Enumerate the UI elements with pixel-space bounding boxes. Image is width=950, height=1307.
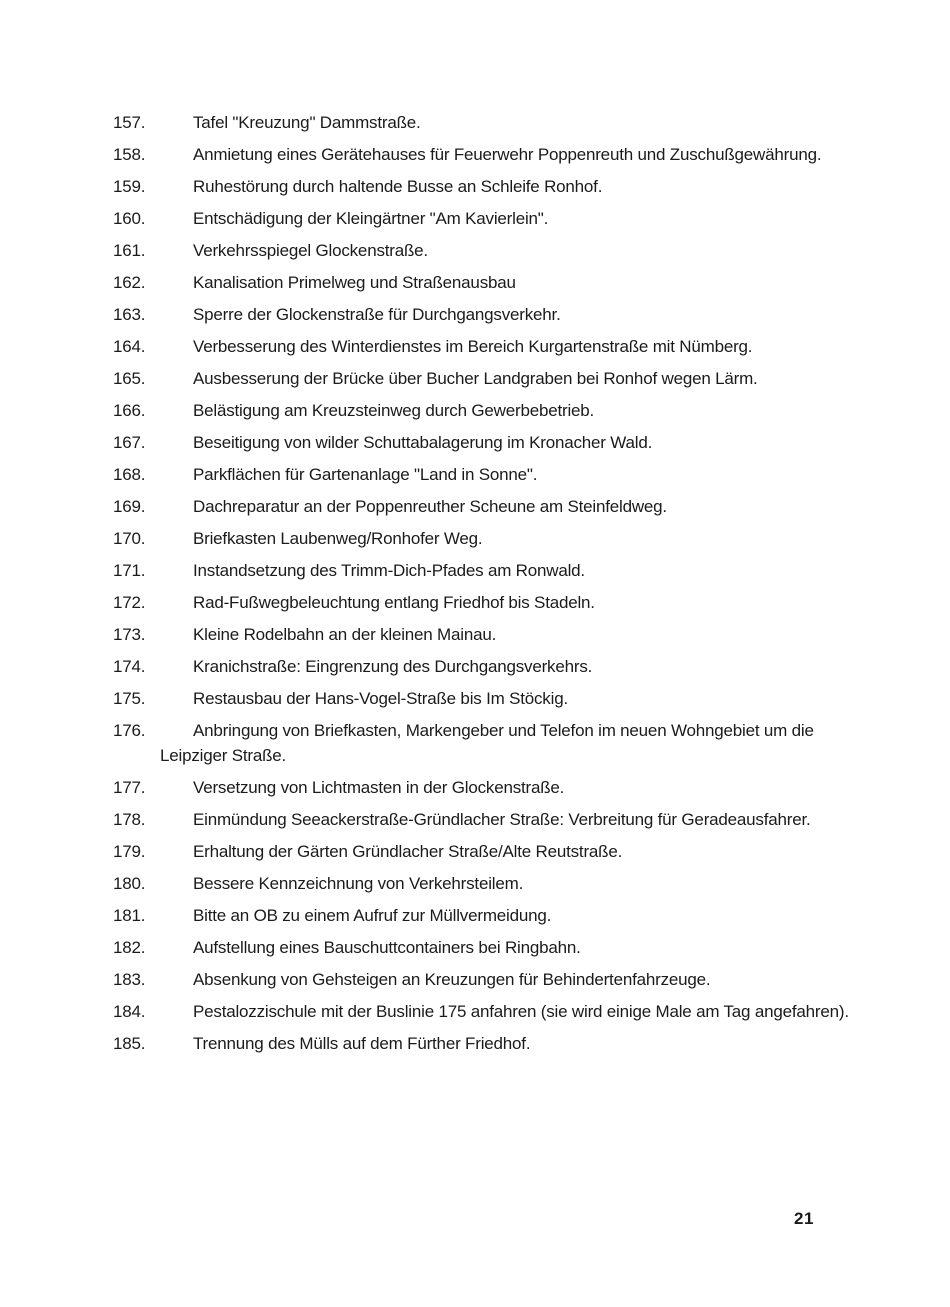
- item-number: 179.: [113, 842, 146, 861]
- list-item: [113, 142, 895, 167]
- list-item: [113, 654, 895, 679]
- item-text: [193, 903, 895, 928]
- list-item: [113, 622, 895, 647]
- list-item: [113, 366, 895, 391]
- item-text-line: Beseitigung von wilder Schuttabalagerung im Kronacher Wald.: [193, 433, 653, 452]
- item-text-continuation: Leipziger Straße.: [160, 746, 287, 765]
- item-number: 171.: [113, 561, 146, 580]
- item-text-line: Entschädigung der Kleingärtner "Am Kavierlein".: [193, 209, 549, 228]
- item-text-line: Kleine Rodelbahn an der kleinen Mainau.: [193, 625, 497, 644]
- item-number: 164.: [113, 337, 146, 356]
- item-text-line: Ruhestörung durch haltende Busse an Schleife Ronhof.: [193, 177, 603, 196]
- item-number: 162.: [113, 273, 146, 292]
- item-text-line: Anbringung von Briefkasten, Markengeber und Telefon im neuen Wohngebiet um die: [193, 721, 814, 740]
- item-text-line: Belästigung am Kreuzsteinweg durch Gewerbebetrieb.: [193, 401, 595, 420]
- list-item: [113, 526, 895, 551]
- item-number: 168.: [113, 465, 146, 484]
- item-text: [193, 110, 895, 135]
- list-item: [113, 398, 895, 423]
- list-item: [113, 1031, 895, 1056]
- item-text: [193, 174, 895, 199]
- item-number: 166.: [113, 401, 146, 420]
- item-text-line: Restausbau der Hans-Vogel-Straße bis Im Stöckig.: [193, 689, 568, 708]
- item-text: [193, 430, 895, 455]
- list-item: [113, 775, 895, 800]
- item-text: [193, 935, 895, 960]
- item-text: [193, 967, 895, 992]
- list-item: [113, 686, 895, 711]
- list-item: [113, 935, 895, 960]
- list-item: [113, 110, 895, 135]
- item-text-line: Bitte an OB zu einem Aufruf zur Müllvermeidung.: [193, 906, 552, 925]
- item-number: 176.: [113, 721, 146, 740]
- item-text-line: Bessere Kennzeichnung von Verkehrsteilem.: [193, 874, 524, 893]
- item-number: 172.: [113, 593, 146, 612]
- item-text-line: Versetzung von Lichtmasten in der Glockenstraße.: [193, 778, 565, 797]
- item-text-line: Briefkasten Laubenweg/Ronhofer Weg.: [193, 529, 483, 548]
- item-text-line: Kanalisation Primelweg und Straßenausbau: [193, 273, 516, 292]
- item-number: 165.: [113, 369, 146, 388]
- item-text-line: Tafel "Kreuzung" Dammstraße.: [193, 113, 421, 132]
- item-text-line: Absenkung von Gehsteigen an Kreuzungen für Behindertenfahrzeuge.: [193, 970, 711, 989]
- list-item: [113, 871, 895, 896]
- item-number: 170.: [113, 529, 146, 548]
- item-number: 182.: [113, 938, 146, 957]
- item-number: 177.: [113, 778, 146, 797]
- item-number: 174.: [113, 657, 146, 676]
- item-text: [193, 999, 895, 1024]
- item-number: 183.: [113, 970, 146, 989]
- item-text: [193, 1031, 895, 1056]
- item-number: 184.: [113, 1002, 146, 1021]
- item-text-line: Ausbesserung der Brücke über Bucher Landgraben bei Ronhof wegen Lärm.: [193, 369, 758, 388]
- item-text-line: Kranichstraße: Eingrenzung des Durchgangsverkehrs.: [193, 657, 593, 676]
- item-text: [193, 807, 895, 832]
- list-item: [113, 430, 895, 455]
- item-text-line: Trennung des Mülls auf dem Fürther Friedhof.: [193, 1034, 531, 1053]
- item-text: [193, 686, 895, 711]
- list-item: [113, 839, 895, 864]
- item-text-line: Anmietung eines Gerätehauses für Feuerwehr Poppenreuth und Zuschußgewährung.: [193, 145, 822, 164]
- item-text-line: Pestalozzischule mit der Buslinie 175 anfahren (sie wird einige Male am Tag angefahren).: [193, 1002, 849, 1021]
- item-text: [193, 839, 895, 864]
- item-text: [193, 654, 895, 679]
- list-item: [113, 718, 895, 768]
- item-number: 173.: [113, 625, 146, 644]
- item-text: [193, 462, 895, 487]
- item-text-line: Instandsetzung des Trimm-Dich-Pfades am Ronwald.: [193, 561, 585, 580]
- item-text-line: Erhaltung der Gärten Gründlacher Straße/Alte Reutstraße.: [193, 842, 623, 861]
- list-item: [113, 206, 895, 231]
- item-text: [193, 366, 895, 391]
- item-text-line: Verbesserung des Winterdienstes im Bereich Kurgartenstraße mit Nümberg.: [193, 337, 753, 356]
- list-item: [113, 807, 895, 832]
- item-text: [193, 622, 895, 647]
- item-number: 159.: [113, 177, 146, 196]
- item-text-line: Aufstellung eines Bauschuttcontainers bei Ringbahn.: [193, 938, 581, 957]
- item-number: 160.: [113, 209, 146, 228]
- item-text-line: Verkehrsspiegel Glockenstraße.: [193, 241, 428, 260]
- item-text: [193, 302, 895, 327]
- item-text: [193, 238, 895, 263]
- list-item: [113, 462, 895, 487]
- item-number: 157.: [113, 113, 146, 132]
- item-number: 181.: [113, 906, 146, 925]
- item-text: [160, 718, 895, 768]
- item-number: 158.: [113, 145, 146, 164]
- list-item: [113, 334, 895, 359]
- item-text: [193, 206, 895, 231]
- item-text: [193, 270, 895, 295]
- item-text: [193, 558, 895, 583]
- page-number: 21: [794, 1209, 814, 1228]
- item-text-line: Parkflächen für Gartenanlage "Land in Sonne".: [193, 465, 538, 484]
- item-number: 169.: [113, 497, 146, 516]
- item-text-line: Einmündung Seeackerstraße-Gründlacher Straße: Verbreitung für Geradeausfahrer.: [193, 810, 811, 829]
- list-item: [113, 558, 895, 583]
- item-text-line: Rad-Fußwegbeleuchtung entlang Friedhof bis Stadeln.: [193, 593, 595, 612]
- list-item: [113, 967, 895, 992]
- item-text: [193, 775, 895, 800]
- list-item: [113, 590, 895, 615]
- item-number: 167.: [113, 433, 146, 452]
- list-item: [113, 270, 895, 295]
- item-text: [193, 398, 895, 423]
- item-text-line: Sperre der Glockenstraße für Durchgangsverkehr.: [193, 305, 561, 324]
- item-number: 185.: [113, 1034, 146, 1053]
- item-number: 163.: [113, 305, 146, 324]
- list-item: [113, 302, 895, 327]
- item-number: 161.: [113, 241, 146, 260]
- item-text: [193, 871, 895, 896]
- item-list: [113, 110, 895, 1063]
- item-text-line: Dachreparatur an der Poppenreuther Scheune am Steinfeldweg.: [193, 497, 667, 516]
- item-text: [193, 494, 895, 519]
- list-item: [113, 174, 895, 199]
- list-item: [113, 238, 895, 263]
- list-item: [113, 903, 895, 928]
- item-number: 175.: [113, 689, 146, 708]
- list-item: [113, 999, 895, 1024]
- item-number: 178.: [113, 810, 146, 829]
- item-text: [193, 334, 895, 359]
- item-text: [193, 590, 895, 615]
- item-text: [193, 526, 895, 551]
- list-item: [113, 494, 895, 519]
- item-text: [193, 142, 895, 167]
- item-number: 180.: [113, 874, 146, 893]
